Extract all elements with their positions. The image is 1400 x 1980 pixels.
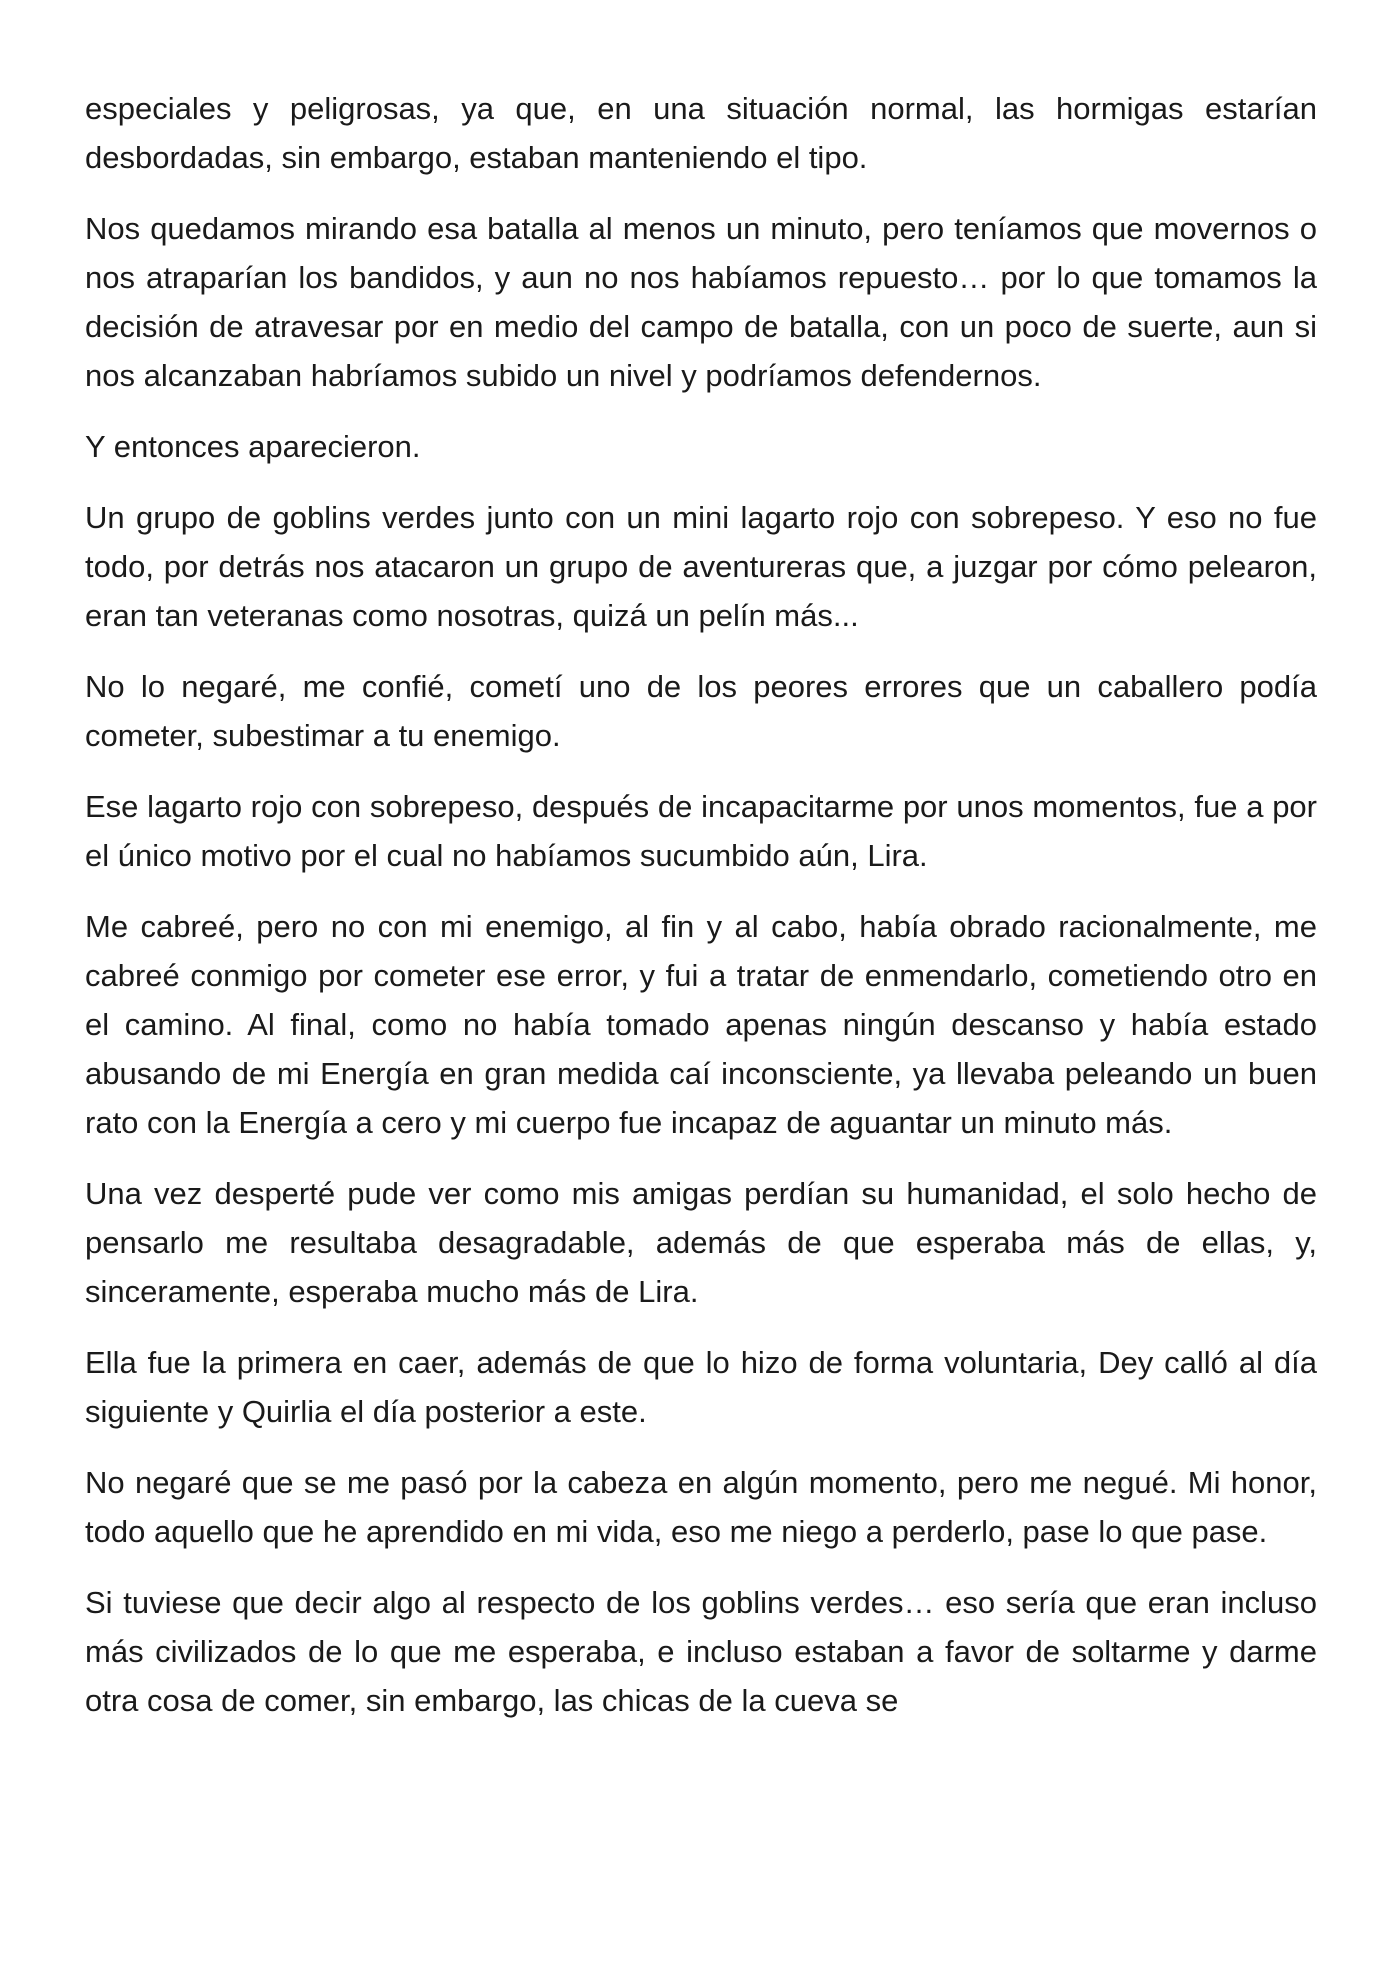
paragraph-9: Ella fue la primera en caer, además de que lo hizo de forma voluntaria, Dey calló al día siguiente y Quirlia el día posterior a este.: [85, 1345, 1317, 1429]
paragraph-4: Un grupo de goblins verdes junto con un mini lagarto rojo con sobrepeso. Y eso no fue todo, por detrás nos atacaron un grupo de aventureras que, a juzgar por cómo pelearon, eran tan veteranas como nosotras, quizá un pelín más...: [85, 500, 1317, 633]
paragraph-3: Y entonces aparecieron.: [85, 429, 421, 464]
paragraph-8: Una vez desperté pude ver como mis amigas perdían su humanidad, el solo hecho de pensarlo me resultaba desagradable, además de que esperaba más de ellas, y, sinceramente, esperaba mucho más de Lira.: [85, 1176, 1317, 1309]
paragraph-11: Si tuviese que decir algo al respecto de los goblins verdes… eso sería que eran incluso más civilizados de lo que me esperaba, e incluso estaban a favor de soltarme y darme otra cosa de comer, sin embargo, las chicas de la cueva se: [85, 1585, 1317, 1718]
document-page: [85, 84, 1317, 1747]
paragraph-1: especiales y peligrosas, ya que, en una situación normal, las hormigas estarían desbordadas, sin embargo, estaban manteniendo el tipo.: [85, 91, 1317, 175]
paragraph-6: Ese lagarto rojo con sobrepeso, después de incapacitarme por unos momentos, fue a por el único motivo por el cual no habíamos sucumbido aún, Lira.: [85, 789, 1317, 873]
paragraph-10: No negaré que se me pasó por la cabeza en algún momento, pero me negué. Mi honor, todo aquello que he aprendido en mi vida, eso me niego a perderlo, pase lo que pase.: [85, 1465, 1317, 1549]
paragraph-7: Me cabreé, pero no con mi enemigo, al fin y al cabo, había obrado racionalmente, me cabreé conmigo por cometer ese error, y fui a tratar de enmendarlo, cometiendo otro en el camino. Al final, como no había tomado apenas ningún descanso y había estado abusando de mi Energía en gran medida caí inconsciente, ya llevaba peleando un buen rato con la Energía a cero y mi cuerpo fue incapaz de aguantar un minuto más.: [85, 909, 1317, 1140]
paragraph-2: Nos quedamos mirando esa batalla al menos un minuto, pero teníamos que movernos o nos atraparían los bandidos, y aun no nos habíamos repuesto… por lo que tomamos la decisión de atravesar por en medio del campo de batalla, con un poco de suerte, aun si nos alcanzaban habríamos subido un nivel y podríamos defendernos.: [85, 211, 1317, 393]
paragraph-5: No lo negaré, me confié, cometí uno de los peores errores que un caballero podía cometer, subestimar a tu enemigo.: [85, 669, 1317, 753]
